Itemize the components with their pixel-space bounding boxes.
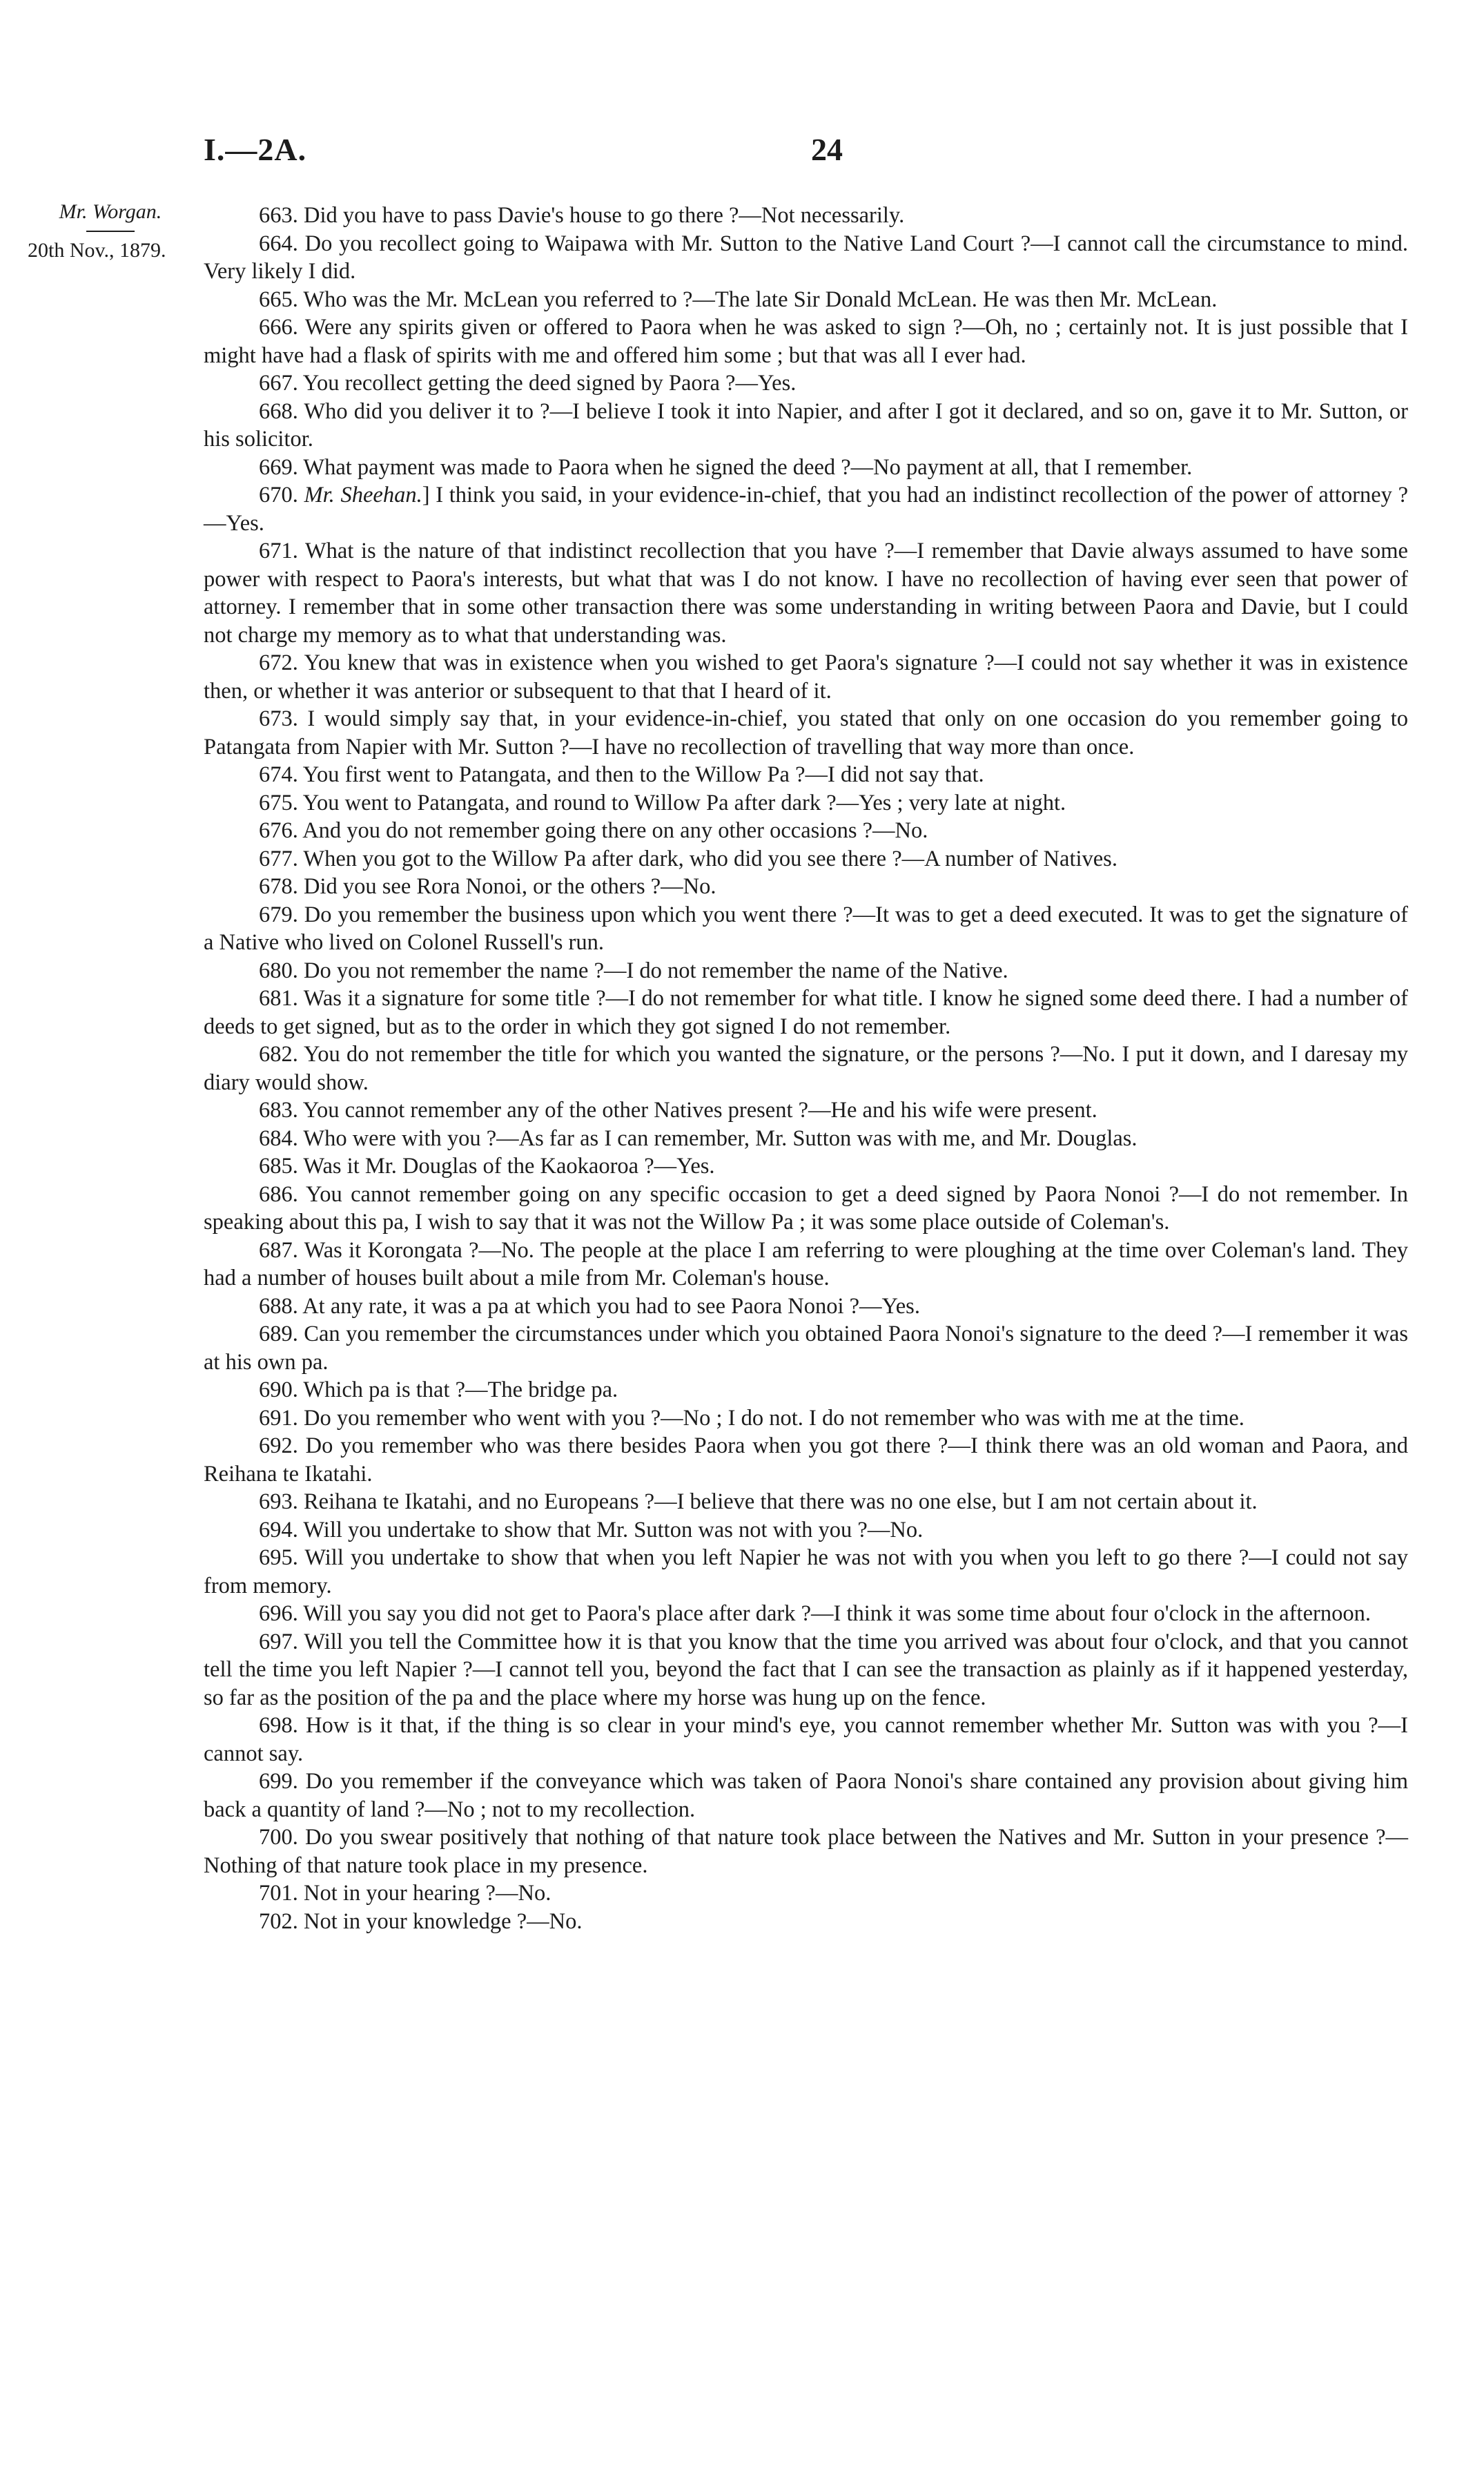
qa-paragraph: 694. Will you undertake to show that Mr. Sutton was not with you ?—No. xyxy=(259,1517,924,1542)
qa-paragraph: 696. Will you say you did not get to Paora's place after dark ?—I think it was some time about four o'clock in the afternoon. xyxy=(259,1601,1371,1626)
evidence-body xyxy=(204,202,1408,1935)
qa-paragraph: 682. You do not remember the title for which you wanted the signature, or the persons ?—No. I put it down, and I daresay my diary would show. xyxy=(204,1042,1408,1095)
question-number: 670. xyxy=(259,483,304,507)
qa-paragraph: 688. At any rate, it was a pa at which you had to see Paora Nonoi ?—Yes. xyxy=(259,1293,920,1319)
qa-paragraph: 681. Was it a signature for some title ?—I do not remember for what title. I know he signed some deed there. I had a number of deeds to get signed, but as to the order in which they got signed I do not remember. xyxy=(204,986,1408,1039)
qa-paragraph: 676. And you do not remember going there on any other occasions ?—No. xyxy=(259,818,928,843)
qa-paragraph: 665. Who was the Mr. McLean you referred to ?—The late Sir Donald McLean. He was then Mr. McLean. xyxy=(259,287,1218,312)
qa-paragraph: 685. Was it Mr. Douglas of the Kaokaoroa ?—Yes. xyxy=(259,1154,715,1179)
qa-paragraph: 697. Will you tell the Committee how it is that you know that the time you arrived was about four o'clock, and that you cannot tell the time you left Napier ?—I cannot tell you, beyond the fact that I can see the transaction as plainly as if it happened yesterday, so far as the position of the pa and the place where my horse was hung up on the fence. xyxy=(204,1629,1408,1710)
qa-paragraph: 689. Can you remember the circumstances under which you obtained Paora Nonoi's signature to the deed ?—I remember it was at his own pa. xyxy=(204,1322,1408,1375)
qa-paragraph: 666. Were any spirits given or offered to Paora when he was asked to sign ?—Oh, no ; certainly not. It is just possible that I might have had a flask of spirits with me and offered him some ; but that was all I ever had. xyxy=(204,315,1408,368)
qa-paragraph: 673. I would simply say that, in your evidence-in-chief, you stated that only on one occasion do you remember going to Patangata from Napier with Mr. Sutton ?—I have no recollection of travelling that way more than once. xyxy=(204,706,1408,759)
qa-paragraph: 695. Will you undertake to show that when you left Napier he was not with you when you left to go there ?—I could not say from memory. xyxy=(204,1545,1408,1598)
document-reference: I.—2A. xyxy=(204,132,307,167)
qa-paragraph: 669. What payment was made to Paora when he signed the deed ?—No payment at all, that I remember. xyxy=(259,454,1193,480)
qa-paragraph: 668. Who did you deliver it to ?—I believe I took it into Napier, and after I got it declared, and so on, gave it to Mr. Sutton, or his solicitor. xyxy=(204,398,1408,452)
qa-paragraph: 667. You recollect getting the deed signed by Paora ?—Yes. xyxy=(259,371,797,396)
qa-paragraph: 664. Do you recollect going to Waipawa with Mr. Sutton to the Native Land Court ?—I cannot call the circumstance to mind. Very likely I did. xyxy=(204,231,1408,284)
qa-paragraph: 686. You cannot remember going on any specific occasion to get a deed signed by Paora Nonoi ?—I do not remember. In speaking about this pa, I wish to say that it was not the Willow Pa ; it was some place outside of Coleman's. xyxy=(204,1181,1408,1235)
qa-paragraph: 672. You knew that was in existence when you wished to get Paora's signature ?—I could not say whether it was in existence then, or whether it was anterior or subsequent to that that I heard of it. xyxy=(204,650,1408,704)
qa-paragraph: 699. Do you remember if the conveyance which was taken of Paora Nonoi's share contained any provision about giving him back a quantity of land ?—No ; not to my recollection. xyxy=(204,1769,1408,1822)
qa-paragraph: 679. Do you remember the business upon which you went there ?—It was to get a deed executed. It was to get the signature of a Native who lived on Colonel Russell's run. xyxy=(204,902,1408,955)
qa-paragraph: 698. How is it that, if the thing is so clear in your mind's eye, you cannot remember whether Mr. Sutton was with you ?—I cannot say. xyxy=(204,1713,1408,1766)
margin-note xyxy=(28,200,193,262)
page-number: 24 xyxy=(811,132,843,167)
qa-paragraph: 702. Not in your knowledge ?—No. xyxy=(259,1908,583,1934)
qa-paragraph: 684. Who were with you ?—As far as I can remember, Mr. Sutton was with me, and Mr. Douglas. xyxy=(259,1125,1138,1151)
qa-paragraph: 680. Do you not remember the name ?—I do not remember the name of the Native. xyxy=(259,958,1008,983)
qa-paragraph: 671. What is the nature of that indistinct recollection that you have ?—I remember that Davie always assumed to have some power with respect to Paora's interests, but what that was I do not know. I have no recollection of having ever seen that power of attorney. I remember that in some other transaction there was some understanding in writing between Paora and Davie, but I could not charge my memory as to what that understanding was. xyxy=(204,539,1408,648)
witness-name: Mr. Worgan. xyxy=(59,200,162,223)
qa-text: ] I think you said, in your evidence-in-chief, that you had an indistinct recollection of the power of attorney ?—Yes. xyxy=(204,483,1409,536)
qa-paragraph: 693. Reihana te Ikatahi, and no Europeans ?—I believe that there was no one else, but I am not certain about it. xyxy=(259,1489,1258,1514)
qa-paragraph: 690. Which pa is that ?—The bridge pa. xyxy=(259,1377,618,1402)
qa-paragraph: 701. Not in your hearing ?—No. xyxy=(259,1881,551,1906)
qa-paragraph: 691. Do you remember who went with you ?—No ; I do not. I do not remember who was with me at the time. xyxy=(259,1405,1244,1431)
page-header xyxy=(204,131,1408,180)
qa-paragraph: 674. You first went to Patangata, and then to the Willow Pa ?—I did not say that. xyxy=(259,762,984,787)
qa-paragraph: 675. You went to Patangata, and round to Willow Pa after dark ?—Yes ; very late at night. xyxy=(259,790,1066,815)
qa-paragraph: 663. Did you have to pass Davie's house to go there ?—Not necessarily. xyxy=(259,203,905,228)
qa-paragraph: 677. When you got to the Willow Pa after dark, who did you see there ?—A number of Natives. xyxy=(259,846,1117,871)
qa-paragraph: 687. Was it Korongata ?—No. The people at the place I am referring to were ploughing at the time over Coleman's land. They had a number of houses built about a mile from Mr. Coleman's house. xyxy=(204,1237,1408,1290)
qa-paragraph: 692. Do you remember who was there besides Paora when you got there ?—I think there was an old woman and Paora, and Reihana te Ikatahi. xyxy=(204,1433,1408,1487)
speaker-name: Mr. Sheehan. xyxy=(304,483,422,507)
qa-paragraph: 683. You cannot remember any of the other Natives present ?—He and his wife were present. xyxy=(259,1098,1097,1123)
qa-paragraph: 678. Did you see Rora Nonoi, or the others ?—No. xyxy=(259,874,716,899)
evidence-date: 20th Nov., 1879. xyxy=(28,239,166,262)
qa-paragraph xyxy=(204,481,1408,537)
margin-rule xyxy=(86,231,135,232)
qa-paragraph: 700. Do you swear positively that nothing of that nature took place between the Natives and Mr. Sutton in your presence ?—Nothing of that nature took place in my presence. xyxy=(204,1825,1408,1878)
